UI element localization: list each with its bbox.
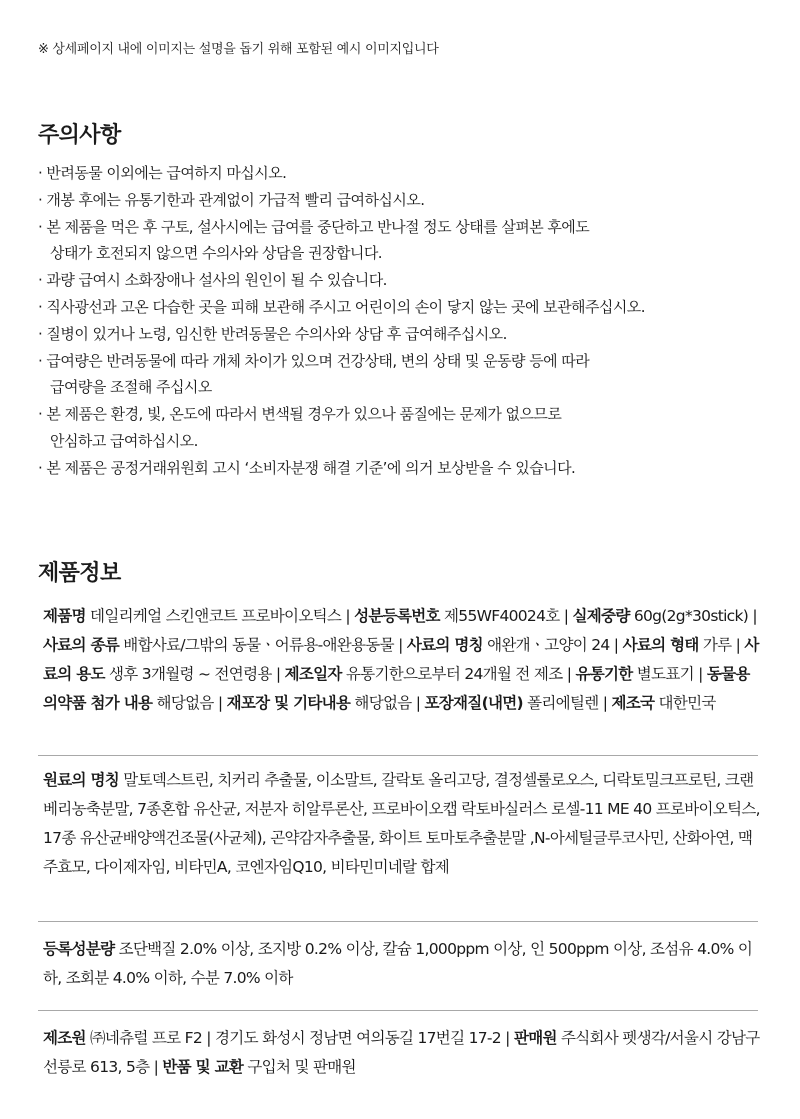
- caution-item: [38, 321, 778, 348]
- info-value: 대한민국: [654, 694, 716, 712]
- caution-item: [38, 187, 778, 214]
- caution-list: [38, 160, 778, 482]
- caution-text: · 급여량은 반려동물에 따라 개체 차이가 있으며 건강상태, 변의 상태 및 운동량 등에 따라: [38, 351, 590, 370]
- info-value: 데일리케얼 스킨앤코트 프로바이오틱스 |: [85, 607, 355, 625]
- divider: [38, 921, 758, 922]
- caution-text: · 질병이 있거나 노령, 임신한 반려동물은 수의사와 상담 후 급여해주십시오.: [38, 324, 507, 343]
- info-value: 애완개ㆍ고양이 24 |: [482, 636, 623, 654]
- caution-item: [38, 455, 778, 482]
- caution-text: · 반려동물 이외에는 급여하지 마십시오.: [38, 164, 287, 182]
- caution-title: 주의사항: [38, 123, 121, 148]
- info-label: 등록성분량: [43, 940, 115, 958]
- info-value: 생후 3개월령 ~ 전연령용 |: [104, 665, 285, 683]
- divider: [38, 1010, 758, 1011]
- info-label: 제조원: [43, 1029, 86, 1047]
- info-value: ㈜네츄럴 프로 F2 | 경기도 화성시 정남면 여의동길 17번길 17-2 |: [85, 1029, 514, 1047]
- info-label: 사료의 용도: [43, 636, 759, 683]
- caution-item: [38, 214, 778, 268]
- caution-text: · 개봉 후에는 유통기한과 관계없이 가급적 빨리 급여하십시오.: [38, 190, 425, 209]
- info-label: 사료의 명칭: [406, 636, 483, 654]
- info-value: 해당없음 |: [152, 694, 227, 712]
- info-label: 사료의 형태: [622, 636, 699, 654]
- info-label: 판매원: [513, 1029, 557, 1047]
- caution-text: · 과량 급여시 소화장애나 설사의 원인이 될 수 있습니다.: [38, 271, 387, 290]
- info-label: 제품명: [43, 607, 86, 625]
- info-value: 60g(2g*30stick) |: [629, 607, 757, 625]
- caution-item: [38, 267, 778, 294]
- info-label: 포장재질(내면): [424, 694, 523, 712]
- info-label: 재포장 및 기타내용: [226, 694, 351, 712]
- info-label: 원료의 명칭: [43, 771, 120, 789]
- caution-item: [38, 348, 778, 402]
- info-label: 성분등록번호: [354, 607, 440, 625]
- info-value: 제55WF40024호 |: [439, 607, 573, 625]
- info-label: 동물용 의약품 첨가 내용: [43, 665, 750, 712]
- product-info-title: 제품정보: [38, 561, 121, 586]
- caution-text-continued: 안심하고 급여하십시오.: [50, 431, 198, 450]
- info-value: 해당없음 |: [350, 694, 425, 712]
- image-notice: ※ 상세페이지 내에 이미지는 설명을 돕기 위해 포함된 예시 이미지입니다: [38, 42, 439, 57]
- info-value: 유통기한으로부터 24개월 전 제조 |: [341, 665, 576, 683]
- caution-text: · 본 제품을 먹은 후 구토, 설사시에는 급여를 중단하고 반나절 정도 상태를 살펴본 후에도: [38, 217, 590, 236]
- info-label: 실제중량: [572, 607, 630, 625]
- info-value: 별도표기 |: [632, 665, 707, 683]
- info-value: 가루 |: [698, 636, 745, 654]
- info-label: 제조국: [611, 694, 655, 712]
- info-value: 폴리에틸렌 |: [522, 694, 612, 712]
- divider: [38, 755, 758, 756]
- info-label: 제조일자: [284, 665, 342, 683]
- info-value: 주식회사 펫생각/서울시 강남구 선릉로 613, 5층 |: [43, 1029, 760, 1076]
- caution-item: [38, 294, 778, 321]
- registered-nutrients-info: [43, 935, 763, 993]
- caution-text-continued: 상태가 호전되지 않으면 수의사와 상담을 권장합니다.: [50, 244, 382, 263]
- info-label: 사료의 종류: [43, 636, 120, 654]
- info-label: 유통기한: [575, 665, 633, 683]
- info-value: 조단백질 2.0% 이상, 조지방 0.2% 이상, 칼슘 1,000ppm 이상, 인 500ppm 이상, 조섬유 4.0% 이하, 조회분 4.0% 이하, 수분 7.0% 이하: [43, 940, 753, 987]
- manufacturer-info: [43, 1024, 763, 1082]
- info-value: 배합사료/그밖의 동물ㆍ어류용-애완용동물 |: [119, 636, 407, 654]
- product-basic-info: [43, 602, 763, 718]
- info-value: 구입처 및 판매원: [243, 1058, 356, 1076]
- info-value: 말토덱스트린, 치커리 추출물, 이소말트, 갈락토 올리고당, 결정셀룰로오스, 디락토밀크프로틴, 크랜베리농축분말, 7종혼합 유산균, 저분자 히알루론산, 프로바이오캡 락토바실러스 로셀-11 ME 40 프로바이오틱스, 17종 유산균배양액건조물(사균체), 곤약감자추출물, 화이트 토마토추출분말 ,N-아세틸글루코사민, 산화아연, 맥주효모, 다이제자임, 비타민A, 코엔자임Q10, 비타민미네랄 합제: [43, 771, 760, 876]
- caution-item: [38, 401, 778, 455]
- ingredient-info: [43, 766, 763, 882]
- caution-text-continued: 급여량을 조절해 주십시오: [50, 378, 212, 397]
- caution-text: · 본 제품은 공정거래위원회 고시 ‘소비자분쟁 해결 기준’에 의거 보상받을 수 있습니다.: [38, 458, 576, 477]
- info-label: 반품 및 교환: [162, 1058, 244, 1076]
- caution-text: · 직사광선과 고온 다습한 곳을 피해 보관해 주시고 어린이의 손이 닿지 않는 곳에 보관해주십시오.: [38, 297, 645, 316]
- caution-text: · 본 제품은 환경, 빛, 온도에 따라서 변색될 경우가 있으나 품질에는 문제가 없으므로: [38, 405, 562, 424]
- caution-item: [38, 160, 778, 187]
